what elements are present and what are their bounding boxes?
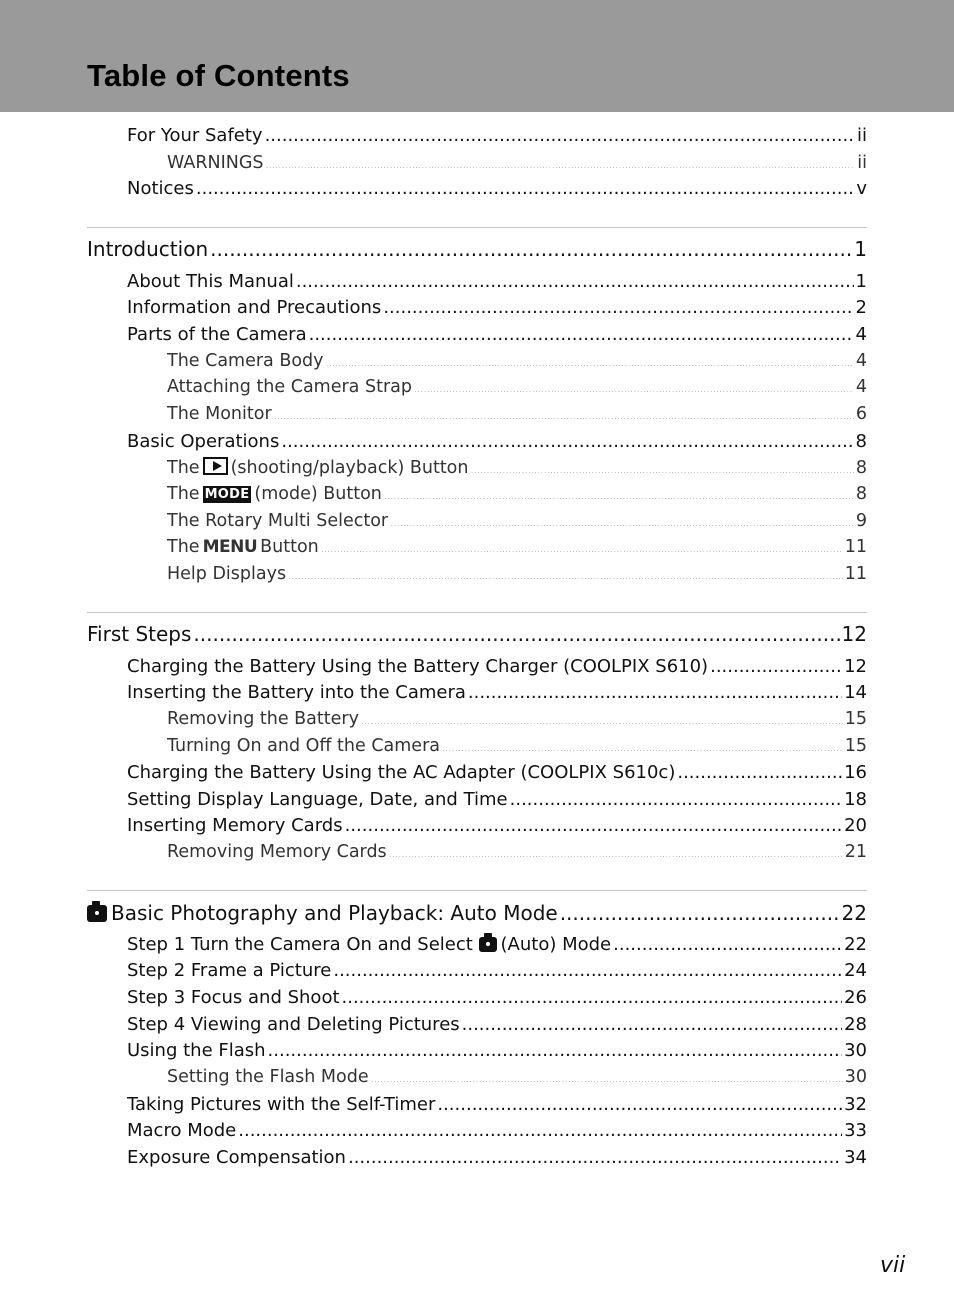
section-divider xyxy=(87,890,867,891)
toc-subentry[interactable] xyxy=(167,736,867,756)
toc-entry-title xyxy=(167,484,382,504)
toc-entry[interactable] xyxy=(127,1040,867,1061)
toc-entry[interactable] xyxy=(127,271,867,292)
toc-entry[interactable] xyxy=(127,1014,867,1035)
toc-subentry[interactable] xyxy=(167,537,867,557)
camera-icon xyxy=(479,937,497,952)
toc-entry-title: Exposure Compensation xyxy=(127,1147,346,1168)
toc-entry-title-post: (shooting/playback) Button xyxy=(230,458,469,478)
header-band xyxy=(0,0,954,112)
toc-entry-title: Basic Operations xyxy=(127,431,280,452)
toc-chapter-basic-photography[interactable] xyxy=(87,901,867,925)
page-title: Table of Contents xyxy=(87,58,350,93)
toc-subentry[interactable] xyxy=(167,842,867,862)
toc-entry-page: 24 xyxy=(844,960,867,981)
toc-entry[interactable] xyxy=(127,987,867,1008)
leader-dots xyxy=(274,411,854,422)
toc-entry-title xyxy=(167,457,468,478)
toc-entry-title-pre: The xyxy=(167,458,200,478)
toc-entry-title: Step 4 Viewing and Deleting Pictures xyxy=(127,1014,460,1035)
camera-icon xyxy=(87,905,107,922)
toc-chapter-introduction[interactable] xyxy=(87,237,867,261)
toc-entry-title-pre: The xyxy=(167,537,200,557)
leader-dots xyxy=(414,384,854,395)
toc-entry-title: About This Manual xyxy=(127,271,294,292)
toc-entry-page: ii xyxy=(857,153,867,173)
toc-entry[interactable] xyxy=(127,324,867,345)
leader-dots xyxy=(281,431,853,452)
toc-entry[interactable] xyxy=(127,1120,867,1141)
toc-entry-title: Charging the Battery Using the AC Adapter (COOLPIX S610c) xyxy=(127,762,676,783)
toc-entry-warnings[interactable] xyxy=(167,153,867,173)
toc-entry[interactable] xyxy=(127,815,867,836)
toc-entry-page: 14 xyxy=(844,682,867,703)
toc-entry-page: 1 xyxy=(855,271,867,292)
leader-dots xyxy=(265,125,855,146)
leader-dots xyxy=(309,324,854,345)
toc-entry-title: The Monitor xyxy=(167,404,272,424)
toc-entry-title: The Rotary Multi Selector xyxy=(167,511,389,531)
toc-entry-page: 2 xyxy=(855,297,867,318)
leader-dots xyxy=(342,987,843,1008)
leader-dots xyxy=(710,656,842,677)
toc-entry-page: 21 xyxy=(844,842,867,862)
toc-entry-page: 4 xyxy=(855,377,867,397)
leader-dots xyxy=(510,789,842,810)
chapter-title: First Steps xyxy=(87,622,192,646)
toc-entry-page: 8 xyxy=(855,431,867,452)
toc-entry-page: ii xyxy=(856,125,867,146)
chapter-page: 22 xyxy=(841,901,867,925)
toc-entry-title: Inserting the Battery into the Camera xyxy=(127,682,466,703)
toc-entry-title xyxy=(167,537,319,557)
toc-entry-notices[interactable] xyxy=(127,178,867,199)
toc-subentry[interactable] xyxy=(167,484,867,504)
toc-entry-page: v xyxy=(856,178,867,199)
leader-dots xyxy=(437,1094,842,1115)
toc-entry-page: 28 xyxy=(844,1014,867,1035)
toc-entry-title: Setting the Flash Mode xyxy=(167,1067,369,1087)
mode-icon: MODE xyxy=(204,487,250,502)
toc-entry-page: 34 xyxy=(844,1147,867,1168)
toc-entry[interactable] xyxy=(127,934,867,955)
leader-dots xyxy=(384,491,854,502)
chapter-title: Introduction xyxy=(87,237,209,261)
toc-entry-title xyxy=(127,934,611,955)
chapter-page: 1 xyxy=(854,237,867,261)
toc-entry-page: 33 xyxy=(844,1120,867,1141)
toc-entry-title-post: (mode) Button xyxy=(254,484,382,504)
leader-dots xyxy=(333,960,842,981)
toc-entry-for-your-safety[interactable] xyxy=(127,125,867,146)
toc-entry-title: Removing the Battery xyxy=(167,709,359,729)
toc-entry-page: 11 xyxy=(844,564,867,584)
toc-entry-page: 22 xyxy=(844,934,867,955)
chapter-title-wrap xyxy=(87,901,558,925)
toc-entry-page: 4 xyxy=(855,324,867,345)
toc-entry-title: Charging the Battery Using the Battery Charger (COOLPIX S610) xyxy=(127,656,709,677)
toc-entry-page: 15 xyxy=(844,736,867,756)
menu-icon: MENU xyxy=(202,537,258,557)
toc-entry-page: 16 xyxy=(844,762,867,783)
toc-entry-title: Information and Precautions xyxy=(127,297,382,318)
toc-entry-page: 9 xyxy=(855,511,867,531)
page-number: vii xyxy=(880,1253,906,1278)
toc-entry-title: Inserting Memory Cards xyxy=(127,815,343,836)
leader-dots xyxy=(238,1120,842,1141)
leader-dots xyxy=(389,849,843,860)
toc-entry-page: 8 xyxy=(855,484,867,504)
toc-entry-title: WARNINGS xyxy=(167,153,264,173)
toc-entry-title: Attaching the Camera Strap xyxy=(167,377,412,397)
toc-entry-title-pre: Step 1 Turn the Camera On and Select xyxy=(127,934,473,955)
leader-dots xyxy=(442,743,843,754)
leader-dots xyxy=(196,178,854,199)
toc-entry-page: 15 xyxy=(844,709,867,729)
leader-dots xyxy=(361,716,843,727)
leader-dots xyxy=(468,682,842,703)
toc-subentry[interactable] xyxy=(167,564,867,584)
toc-entry-page: 4 xyxy=(855,351,867,371)
toc-subentry[interactable] xyxy=(167,351,867,371)
leader-dots xyxy=(371,1074,843,1085)
toc-entry-title-post: Button xyxy=(260,537,319,557)
toc-entry-title: Macro Mode xyxy=(127,1120,237,1141)
toc-entry[interactable] xyxy=(127,789,867,810)
toc-subentry[interactable] xyxy=(167,457,867,478)
toc-entry-page: 20 xyxy=(844,815,867,836)
leader-dots xyxy=(296,271,854,292)
toc-entry-title: Help Displays xyxy=(167,564,287,584)
leader-dots xyxy=(462,1014,842,1035)
section-divider xyxy=(87,227,867,228)
leader-dots xyxy=(383,297,853,318)
leader-dots xyxy=(266,160,856,171)
toc-entry-title: Removing Memory Cards xyxy=(167,842,387,862)
toc-subentry[interactable] xyxy=(167,709,867,729)
toc-entry-title: Setting Display Language, Date, and Time xyxy=(127,789,508,810)
toc-entry-title: Taking Pictures with the Self-Timer xyxy=(127,1094,436,1115)
leader-dots xyxy=(470,465,853,476)
leader-dots xyxy=(210,237,852,261)
chapter-title: Basic Photography and Playback: Auto Mode xyxy=(111,901,558,925)
toc-entry[interactable] xyxy=(127,1147,867,1168)
toc-entry-page: 18 xyxy=(844,789,867,810)
toc-entry[interactable] xyxy=(127,762,867,783)
toc-entry-page: 11 xyxy=(844,537,867,557)
toc-chapter-first-steps[interactable] xyxy=(87,622,867,646)
toc-entry-title: Step 2 Frame a Picture xyxy=(127,960,332,981)
toc-entry[interactable] xyxy=(127,656,867,677)
toc-entry[interactable] xyxy=(127,682,867,703)
leader-dots xyxy=(321,544,843,555)
toc-entry-page: 12 xyxy=(844,656,867,677)
toc-entry-page: 32 xyxy=(844,1094,867,1115)
toc-entry-page: 30 xyxy=(844,1040,867,1061)
toc-subentry[interactable] xyxy=(167,377,867,397)
leader-dots xyxy=(326,358,854,369)
toc-subentry[interactable] xyxy=(167,1067,867,1087)
toc-entry-title: The Camera Body xyxy=(167,351,324,371)
leader-dots xyxy=(560,901,840,925)
leader-dots xyxy=(345,815,842,836)
toc-entry-title: Turning On and Off the Camera xyxy=(167,736,440,756)
toc-entry-page: 6 xyxy=(855,404,867,424)
toc-entry[interactable] xyxy=(127,960,867,981)
toc-subentry[interactable] xyxy=(167,511,867,531)
leader-dots xyxy=(288,571,843,582)
toc-entry-title-post: (Auto) Mode xyxy=(500,934,612,955)
toc-entry-title: Parts of the Camera xyxy=(127,324,307,345)
leader-dots xyxy=(677,762,842,783)
leader-dots xyxy=(613,934,842,955)
toc-subentry[interactable] xyxy=(167,404,867,424)
toc-entry-title: For Your Safety xyxy=(127,125,263,146)
play-icon xyxy=(203,457,228,475)
toc-entry-page: 8 xyxy=(855,458,867,478)
toc-entry-page: 26 xyxy=(844,987,867,1008)
chapter-page: 12 xyxy=(841,622,867,646)
leader-dots xyxy=(193,622,839,646)
toc-entry[interactable] xyxy=(127,1094,867,1115)
toc-entry-title: Step 3 Focus and Shoot xyxy=(127,987,340,1008)
toc-entry[interactable] xyxy=(127,431,867,452)
toc-entry-page: 30 xyxy=(844,1067,867,1087)
toc-entry-title: Using the Flash xyxy=(127,1040,266,1061)
leader-dots xyxy=(390,518,854,529)
leader-dots xyxy=(348,1147,842,1168)
toc-entry-title: Notices xyxy=(127,178,194,199)
leader-dots xyxy=(268,1040,843,1061)
section-divider xyxy=(87,612,867,613)
toc-entry[interactable] xyxy=(127,297,867,318)
toc-entry-title-pre: The xyxy=(167,484,200,504)
